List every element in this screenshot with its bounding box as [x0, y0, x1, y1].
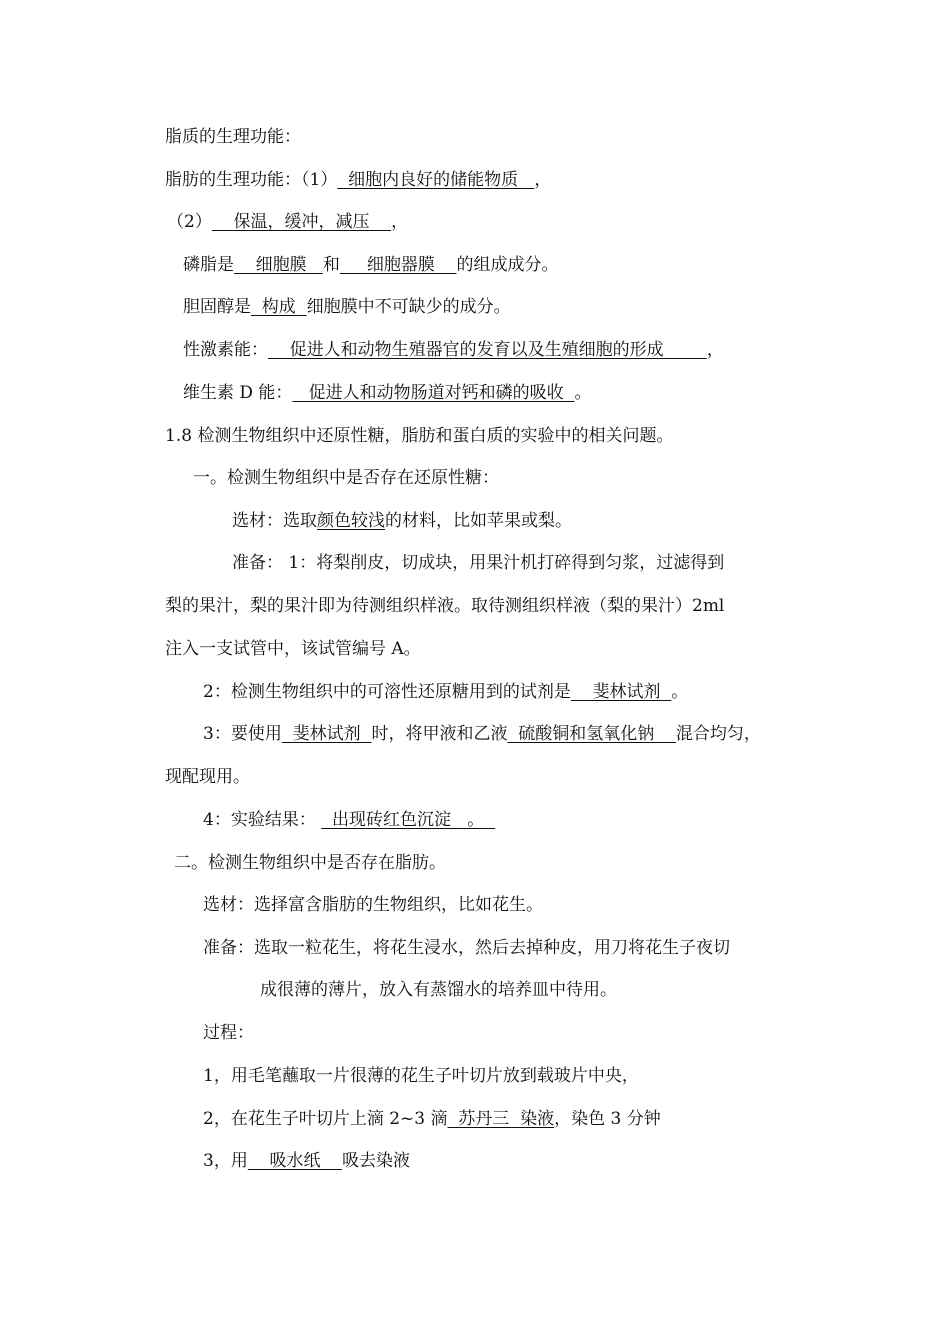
- text: 时，将甲液和乙液: [371, 724, 508, 744]
- text: 维生素 D 能：: [183, 383, 293, 403]
- text: 1.8 检测生物组织中还原性糖，脂肪和蛋白质的实验中的相关问题。: [165, 426, 674, 446]
- text: 的组成成分。: [456, 255, 559, 275]
- preparation-line-1: [232, 552, 724, 574]
- text: 2，在花生子叶切片上滴 2~3 滴: [203, 1109, 448, 1129]
- fat-function-line-2: [167, 211, 408, 233]
- text: 二。检测生物组织中是否存在脂肪。: [174, 853, 446, 873]
- reagent-line: [203, 681, 688, 703]
- reagent-usage-line: [203, 723, 761, 745]
- text: 梨的果汁，梨的果汁即为待测组织样液。取待测组织样液（梨的果汁）2ml: [165, 596, 725, 616]
- text: 吸去染液: [342, 1151, 411, 1171]
- fat-preparation-line-2: [260, 979, 617, 1001]
- process-step-2: [203, 1108, 661, 1130]
- cholesterol-line: [183, 296, 511, 318]
- text: 成很薄的薄片，放入有蒸馏水的培养皿中待用。: [260, 980, 617, 1000]
- text: 过程：: [203, 1023, 254, 1043]
- text: 现配现用。: [165, 767, 250, 787]
- process-step-3: [203, 1150, 410, 1172]
- text: ，染色 3 分钟: [554, 1109, 661, 1129]
- answer-blank: 促进人和动物肠道对钙和磷的吸收: [292, 383, 575, 403]
- text: 脂肪的生理功能：（1）: [165, 170, 338, 190]
- text: 4：实验结果：: [203, 810, 322, 830]
- preparation-line-2: [165, 595, 724, 617]
- answer-blank: 构成: [251, 297, 307, 317]
- text: 磷脂是: [183, 255, 234, 275]
- text: 1，用毛笔蘸取一片很薄的花生子叶切片放到载玻片中央，: [203, 1066, 639, 1086]
- answer-blank: 吸水纸: [247, 1151, 343, 1171]
- process-heading: [203, 1022, 254, 1044]
- text: 胆固醇是: [183, 297, 251, 317]
- text: 选材：选择富含脂肪的生物组织，比如花生。: [203, 895, 543, 915]
- answer-blank: 颜色较浅: [317, 511, 385, 531]
- text: ，: [706, 340, 724, 360]
- vitamin-d-line: [183, 382, 591, 404]
- fat-material-line: [203, 894, 543, 916]
- answer-blank: 斐林试剂: [570, 682, 672, 702]
- text: 3：要使用: [203, 724, 282, 744]
- text: 脂质的生理功能：: [165, 127, 301, 147]
- answer-blank: 斐林试剂: [281, 724, 372, 744]
- text: 。: [574, 383, 592, 403]
- text: 的材料，比如苹果或梨。: [385, 511, 572, 531]
- text: ，: [534, 170, 552, 190]
- text: 细胞膜中不可缺少的成分。: [306, 297, 511, 317]
- text: 。: [671, 682, 689, 702]
- text: 准备： 1：将梨削皮，切成块，用果汁机打碎得到匀浆，过滤得到: [232, 553, 725, 573]
- fat-function-line-1: [165, 169, 551, 191]
- answer-blank: 保温，缓冲，减压: [211, 212, 392, 232]
- text: 和: [322, 255, 340, 275]
- text: 准备：选取一粒花生，将花生浸水，然后去掉种皮，用刀将花生子夜切: [203, 938, 730, 958]
- result-line: [203, 809, 495, 831]
- answer-blank: 硫酸铜和氢氧化钠: [507, 724, 676, 744]
- section-heading-1-8: [165, 425, 673, 447]
- phospholipid-line: [183, 254, 558, 276]
- sex-hormone-line: [183, 339, 724, 361]
- subsection-reducing-sugar: [193, 467, 499, 489]
- answer-blank: 出现砖红色沉淀 。: [321, 810, 496, 830]
- text: 3，用: [203, 1151, 248, 1171]
- text: 2：检测生物组织中的可溶性还原糖用到的试剂是: [203, 682, 571, 702]
- fat-preparation-line-1: [203, 937, 730, 959]
- text: 一。检测生物组织中是否存在还原性糖：: [193, 468, 499, 488]
- preparation-line-3: [165, 638, 421, 660]
- text: ，: [391, 212, 409, 232]
- reagent-usage-line-2: [165, 766, 250, 788]
- answer-blank: 细胞器膜: [339, 255, 457, 275]
- subsection-fat: [174, 852, 446, 874]
- answer-blank: 细胞内良好的储能物质: [337, 170, 535, 190]
- text: （2）: [167, 212, 212, 232]
- text: 性激素能：: [183, 340, 268, 360]
- answer-blank: 促进人和动物生殖器官的发育以及生殖细胞的形成: [268, 340, 707, 360]
- text: 混合均匀，: [675, 724, 761, 744]
- answer-blank: 细胞膜: [234, 255, 323, 275]
- material-selection-line: [232, 510, 572, 532]
- text: 选材：选取: [232, 511, 317, 531]
- text: 注入一支试管中，该试管编号 A。: [165, 639, 421, 659]
- heading-lipid-functions: [165, 126, 301, 148]
- process-step-1: [203, 1065, 639, 1087]
- answer-blank: 苏丹三 染液: [447, 1109, 555, 1129]
